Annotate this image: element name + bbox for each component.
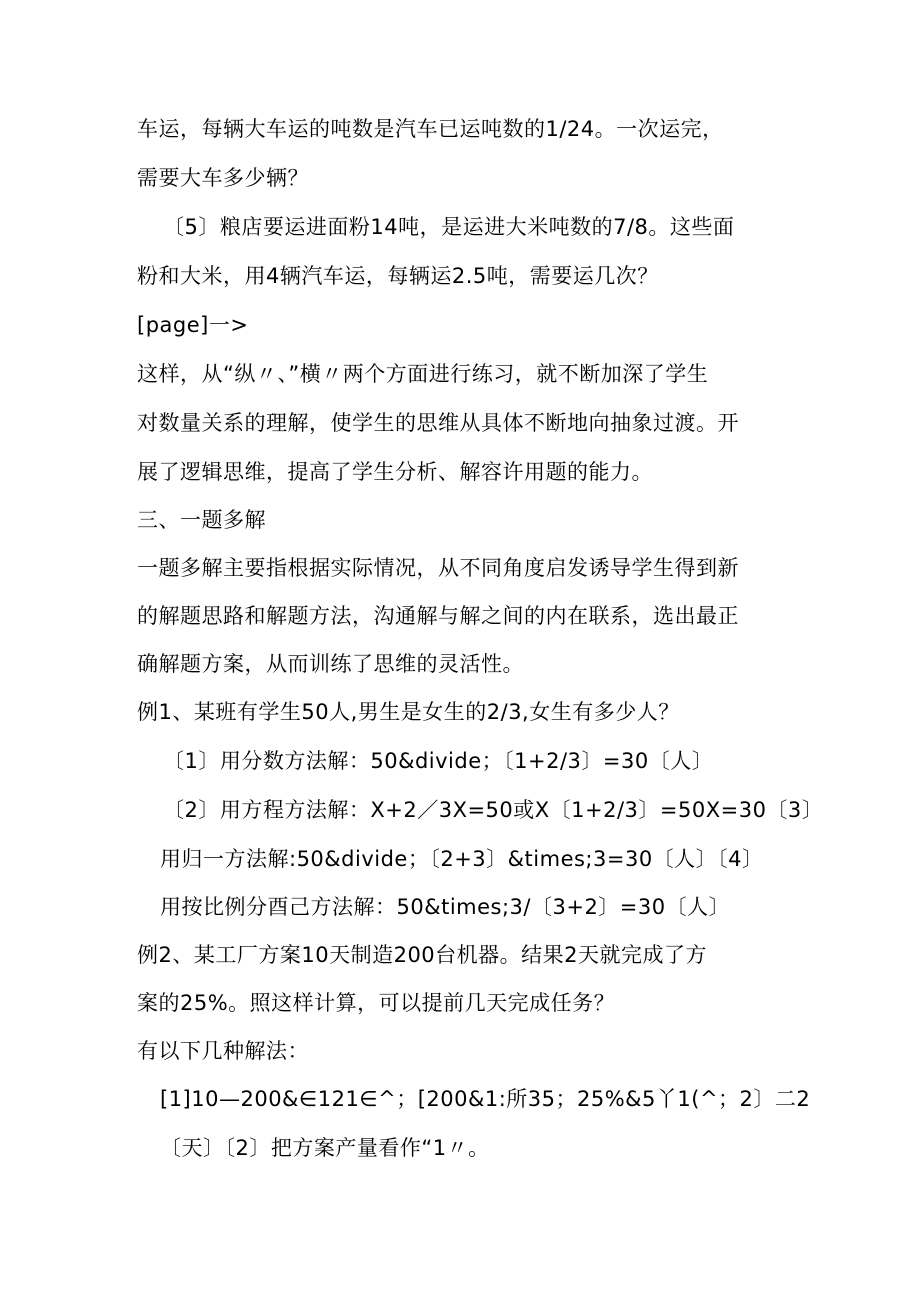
text-line: 这样，从“纵〃、”横〃两个方面进行练习，就不断加深了学生 [137,362,709,386]
text-line: 用按比例分酉己方法解：50&times;3/〔3+2〕=30〔人〕 [160,895,731,919]
text-line: 有以下几种解法： [137,1039,309,1063]
section-heading: 三、一题多解 [137,508,266,532]
text-line: 粉和大米，用4辆汽车运，每辆运2.5吨，需要运几次？ [137,264,659,288]
text-line: 用归一方法解:50&divide；〔2+3〕&times;3=30〔人〕〔4〕 [160,847,764,871]
example-line: 例1、某班有学生50人,男生是女生的2/3,女生有多少人？ [137,700,680,724]
text-line: 〔天〕〔2〕把方案产量看作“1〃。 [160,1136,490,1160]
text-line: 对数量关系的理解，使学生的思维从具体不断地向抽象过渡。开 [137,411,739,435]
text-line: 的解题思路和解题方法，沟通解与解之间的内在联系，选出最正 [137,604,739,628]
example-line: 例2、某工厂方案10天制造200台机器。结果2天就完成了方 [137,943,708,967]
text-line: 案的25%。照这样计算，可以提前几天完成任务？ [137,991,616,1015]
text-line: [1]10—200&∈121∈^；[200&1:所35；25%&5丫1(^；2〕二2 [160,1087,811,1111]
text-line: 车运，每辆大车运的吨数是汽车已运吨数的1/24。一次运完， [137,117,724,141]
text-line: 〔2〕用方程方法解：X+2／3X=50或X〔1+2/3〕=50X=30〔3〕 [163,798,824,822]
text-line: 一题多解主要指根据实际情况，从不同角度启发诱导学生得到新 [137,556,739,580]
text-line: 需要大车多少辆？ [137,166,309,190]
text-line: 确解题方案，从而训练了思维的灵活性。 [137,652,524,676]
text-line: 〔5〕粮店要运进面粉14吨，是运进大米吨数的7/8。这些面 [163,215,735,239]
text-line: [page]一> [137,313,249,337]
text-line: 〔1〕用分数方法解：50&divide；〔1+2/3〕=30〔人〕 [163,749,714,773]
text-line: 展了逻辑思维，提高了学生分析、解容许用题的能力。 [137,460,653,484]
